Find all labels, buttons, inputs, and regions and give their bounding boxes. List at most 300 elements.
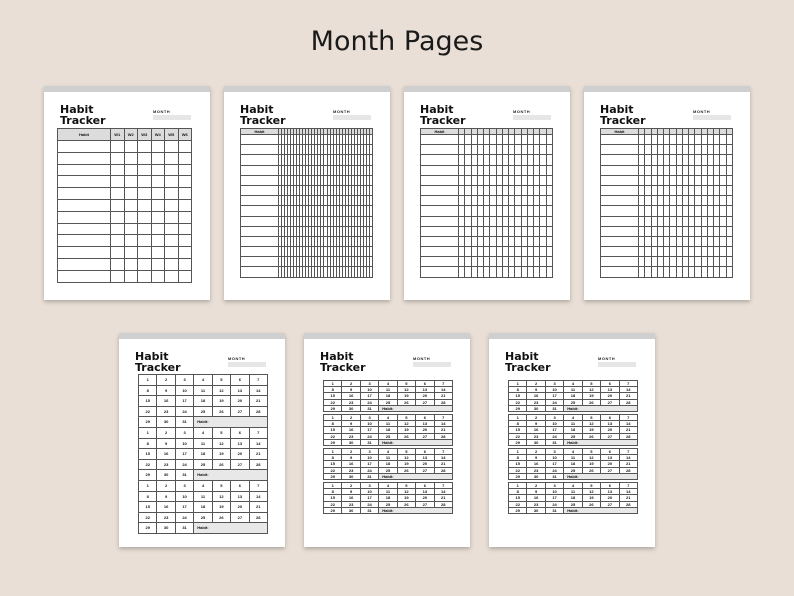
day-cell[interactable]: 28 (619, 433, 637, 439)
day-cell[interactable]: 25 (379, 467, 397, 473)
tracker-cell[interactable] (111, 270, 125, 282)
day-cell[interactable]: 14 (619, 387, 637, 393)
tracker-cell[interactable] (726, 247, 732, 257)
tracker-cell[interactable] (421, 145, 459, 155)
day-cell[interactable]: 29 (509, 439, 527, 445)
tracker-cell[interactable] (165, 235, 179, 247)
day-cell[interactable]: 17 (360, 427, 378, 433)
day-cell[interactable]: 10 (545, 387, 563, 393)
day-cell[interactable]: 24 (360, 501, 378, 507)
tracker-cell[interactable] (151, 247, 165, 259)
day-cell[interactable]: 12 (212, 491, 230, 502)
tracker-cell[interactable] (241, 175, 279, 185)
day-cell[interactable]: 23 (527, 501, 545, 507)
tracker-cell[interactable] (124, 152, 138, 164)
day-cell[interactable]: 5 (397, 381, 415, 387)
day-cell[interactable]: 24 (545, 467, 563, 473)
tracker-cell[interactable] (138, 164, 152, 176)
day-cell[interactable]: 15 (324, 427, 342, 433)
habit-name-cell[interactable]: Habit: (194, 417, 268, 428)
day-cell[interactable]: 26 (212, 512, 230, 523)
day-cell[interactable]: 2 (527, 381, 545, 387)
day-cell[interactable]: 19 (397, 393, 415, 399)
tracker-cell[interactable] (421, 135, 459, 145)
tracker-cell[interactable] (241, 185, 279, 195)
day-cell[interactable]: 31 (360, 473, 378, 479)
day-cell[interactable]: 10 (360, 421, 378, 427)
tracker-cell[interactable] (369, 226, 372, 236)
tracker-cell[interactable] (601, 267, 639, 277)
day-cell[interactable]: 7 (619, 415, 637, 421)
day-cell[interactable]: 11 (194, 385, 212, 396)
day-cell[interactable]: 12 (582, 455, 600, 461)
tracker-cell[interactable] (421, 267, 459, 277)
day-cell[interactable]: 4 (564, 415, 582, 421)
tracker-cell[interactable] (421, 247, 459, 257)
day-cell[interactable]: 31 (545, 439, 563, 445)
day-cell[interactable]: 25 (564, 467, 582, 473)
day-cell[interactable]: 30 (342, 473, 360, 479)
day-cell[interactable]: 19 (397, 495, 415, 501)
day-cell[interactable]: 24 (175, 406, 193, 417)
day-cell[interactable]: 11 (564, 455, 582, 461)
tracker-cell[interactable] (421, 216, 459, 226)
month-field[interactable] (693, 115, 731, 120)
day-cell[interactable]: 22 (324, 433, 342, 439)
tracker-cell[interactable] (178, 258, 192, 270)
tracker-cell[interactable] (165, 199, 179, 211)
day-cell[interactable]: 4 (564, 483, 582, 489)
day-cell[interactable]: 21 (249, 396, 267, 407)
day-cell[interactable]: 9 (527, 489, 545, 495)
day-cell[interactable]: 25 (194, 406, 212, 417)
day-cell[interactable]: 4 (379, 381, 397, 387)
tracker-cell[interactable] (178, 152, 192, 164)
tracker-cell[interactable] (369, 155, 372, 165)
day-cell[interactable]: 26 (397, 501, 415, 507)
day-cell[interactable]: 16 (527, 461, 545, 467)
tracker-cell[interactable] (138, 235, 152, 247)
tracker-cell[interactable] (369, 257, 372, 267)
tracker-cell[interactable] (178, 211, 192, 223)
day-cell[interactable]: 18 (564, 495, 582, 501)
tracker-cell[interactable] (151, 176, 165, 188)
tracker-cell[interactable] (58, 164, 111, 176)
day-cell[interactable]: 28 (619, 501, 637, 507)
day-cell[interactable]: 1 (509, 483, 527, 489)
tracker-cell[interactable] (124, 199, 138, 211)
day-cell[interactable]: 25 (379, 399, 397, 405)
day-cell[interactable]: 28 (249, 512, 267, 523)
tracker-cell[interactable] (726, 236, 732, 246)
day-cell[interactable]: 26 (212, 406, 230, 417)
tracker-cell[interactable] (58, 211, 111, 223)
tracker-cell[interactable] (421, 155, 459, 165)
day-cell[interactable]: 26 (582, 467, 600, 473)
day-cell[interactable]: 10 (360, 455, 378, 461)
tracker-cell[interactable] (241, 155, 279, 165)
day-cell[interactable]: 25 (379, 433, 397, 439)
tracker-cell[interactable] (138, 211, 152, 223)
tracker-cell[interactable] (138, 258, 152, 270)
tracker-cell[interactable] (369, 236, 372, 246)
day-cell[interactable]: 8 (324, 387, 342, 393)
day-cell[interactable]: 1 (324, 449, 342, 455)
day-cell[interactable]: 29 (509, 405, 527, 411)
day-cell[interactable]: 30 (527, 405, 545, 411)
tracker-cell[interactable] (726, 175, 732, 185)
day-cell[interactable]: 5 (582, 449, 600, 455)
day-cell[interactable]: 24 (545, 501, 563, 507)
tracker-cell[interactable] (165, 211, 179, 223)
day-cell[interactable]: 26 (397, 399, 415, 405)
day-cell[interactable]: 24 (545, 433, 563, 439)
tracker-cell[interactable] (111, 199, 125, 211)
day-cell[interactable]: 22 (509, 433, 527, 439)
day-cell[interactable]: 20 (416, 393, 434, 399)
day-cell[interactable]: 15 (509, 427, 527, 433)
day-cell[interactable]: 14 (249, 491, 267, 502)
habit-name-cell[interactable]: Habit: (379, 507, 453, 513)
tracker-cell[interactable] (138, 152, 152, 164)
day-cell[interactable]: 18 (564, 427, 582, 433)
day-cell[interactable]: 20 (601, 393, 619, 399)
day-cell[interactable]: 4 (194, 481, 212, 492)
tracker-cell[interactable] (124, 188, 138, 200)
day-cell[interactable]: 9 (157, 491, 175, 502)
day-cell[interactable]: 30 (527, 507, 545, 513)
day-cell[interactable]: 27 (601, 501, 619, 507)
day-cell[interactable]: 23 (157, 512, 175, 523)
tracker-cell[interactable] (151, 211, 165, 223)
day-cell[interactable]: 23 (342, 501, 360, 507)
day-cell[interactable]: 9 (342, 387, 360, 393)
day-cell[interactable]: 4 (379, 415, 397, 421)
day-cell[interactable]: 28 (249, 459, 267, 470)
day-cell[interactable]: 18 (379, 495, 397, 501)
tracker-cell[interactable] (124, 270, 138, 282)
tracker-cell[interactable] (726, 216, 732, 226)
day-cell[interactable]: 6 (231, 428, 249, 439)
day-cell[interactable]: 12 (582, 421, 600, 427)
day-cell[interactable]: 15 (324, 461, 342, 467)
day-cell[interactable]: 29 (324, 405, 342, 411)
day-cell[interactable]: 14 (434, 455, 452, 461)
day-cell[interactable]: 19 (582, 393, 600, 399)
day-cell[interactable]: 16 (342, 495, 360, 501)
day-cell[interactable]: 11 (194, 491, 212, 502)
tracker-cell[interactable] (421, 175, 459, 185)
day-cell[interactable]: 20 (231, 396, 249, 407)
day-cell[interactable]: 12 (397, 489, 415, 495)
day-cell[interactable]: 28 (619, 399, 637, 405)
day-cell[interactable]: 9 (527, 455, 545, 461)
day-cell[interactable]: 2 (342, 381, 360, 387)
day-cell[interactable]: 22 (509, 399, 527, 405)
day-cell[interactable]: 29 (509, 473, 527, 479)
day-cell[interactable]: 7 (249, 481, 267, 492)
day-cell[interactable]: 4 (379, 483, 397, 489)
day-cell[interactable]: 9 (342, 455, 360, 461)
day-cell[interactable]: 11 (379, 387, 397, 393)
day-cell[interactable]: 3 (545, 381, 563, 387)
day-cell[interactable]: 6 (231, 481, 249, 492)
day-cell[interactable]: 12 (212, 385, 230, 396)
day-cell[interactable]: 18 (379, 393, 397, 399)
day-cell[interactable]: 27 (601, 433, 619, 439)
day-cell[interactable]: 3 (360, 449, 378, 455)
tracker-cell[interactable] (601, 247, 639, 257)
day-cell[interactable]: 7 (619, 483, 637, 489)
day-cell[interactable]: 30 (342, 405, 360, 411)
tracker-cell[interactable] (241, 165, 279, 175)
day-cell[interactable]: 26 (582, 399, 600, 405)
habit-name-cell[interactable]: Habit: (194, 523, 268, 534)
tracker-cell[interactable] (165, 270, 179, 282)
day-cell[interactable]: 15 (139, 502, 157, 513)
day-cell[interactable]: 2 (342, 449, 360, 455)
day-cell[interactable]: 5 (397, 415, 415, 421)
tracker-cell[interactable] (241, 145, 279, 155)
day-cell[interactable]: 3 (360, 415, 378, 421)
month-field[interactable] (153, 115, 191, 120)
day-cell[interactable]: 18 (564, 461, 582, 467)
day-cell[interactable]: 15 (509, 393, 527, 399)
day-cell[interactable]: 26 (397, 467, 415, 473)
month-field[interactable] (598, 362, 636, 367)
day-cell[interactable]: 13 (416, 455, 434, 461)
day-cell[interactable]: 5 (397, 449, 415, 455)
day-cell[interactable]: 13 (416, 489, 434, 495)
day-cell[interactable]: 29 (324, 439, 342, 445)
tracker-cell[interactable] (124, 164, 138, 176)
tracker-cell[interactable] (58, 188, 111, 200)
day-cell[interactable]: 10 (545, 455, 563, 461)
day-cell[interactable]: 29 (324, 507, 342, 513)
day-cell[interactable]: 4 (564, 449, 582, 455)
tracker-cell[interactable] (546, 185, 552, 195)
day-cell[interactable]: 19 (397, 427, 415, 433)
tracker-cell[interactable] (546, 226, 552, 236)
day-cell[interactable]: 8 (509, 421, 527, 427)
day-cell[interactable]: 11 (379, 489, 397, 495)
tracker-cell[interactable] (546, 145, 552, 155)
day-cell[interactable]: 18 (194, 396, 212, 407)
day-cell[interactable]: 7 (434, 483, 452, 489)
tracker-cell[interactable] (421, 226, 459, 236)
day-cell[interactable]: 12 (397, 421, 415, 427)
day-cell[interactable]: 23 (157, 406, 175, 417)
day-cell[interactable]: 4 (194, 428, 212, 439)
day-cell[interactable]: 17 (545, 461, 563, 467)
tracker-cell[interactable] (241, 206, 279, 216)
habit-name-cell[interactable]: Habit: (379, 405, 453, 411)
day-cell[interactable]: 17 (360, 393, 378, 399)
tracker-cell[interactable] (241, 196, 279, 206)
tracker-cell[interactable] (601, 196, 639, 206)
habit-name-cell[interactable]: Habit: (379, 473, 453, 479)
day-cell[interactable]: 28 (249, 406, 267, 417)
day-cell[interactable]: 15 (324, 495, 342, 501)
day-cell[interactable]: 26 (212, 459, 230, 470)
day-cell[interactable]: 19 (582, 427, 600, 433)
tracker-cell[interactable] (369, 247, 372, 257)
tracker-cell[interactable] (726, 196, 732, 206)
tracker-cell[interactable] (726, 185, 732, 195)
day-cell[interactable]: 13 (416, 387, 434, 393)
day-cell[interactable]: 31 (360, 507, 378, 513)
day-cell[interactable]: 2 (342, 415, 360, 421)
tracker-cell[interactable] (124, 176, 138, 188)
day-cell[interactable]: 20 (416, 495, 434, 501)
day-cell[interactable]: 16 (527, 393, 545, 399)
day-cell[interactable]: 17 (545, 427, 563, 433)
day-cell[interactable]: 2 (342, 483, 360, 489)
day-cell[interactable]: 30 (157, 523, 175, 534)
month-field[interactable] (413, 362, 451, 367)
day-cell[interactable]: 16 (157, 449, 175, 460)
day-cell[interactable]: 22 (139, 512, 157, 523)
day-cell[interactable]: 17 (175, 502, 193, 513)
day-cell[interactable]: 21 (434, 461, 452, 467)
day-cell[interactable]: 8 (139, 438, 157, 449)
day-cell[interactable]: 18 (194, 502, 212, 513)
day-cell[interactable]: 23 (527, 433, 545, 439)
day-cell[interactable]: 3 (545, 415, 563, 421)
day-cell[interactable]: 27 (601, 399, 619, 405)
day-cell[interactable]: 19 (212, 396, 230, 407)
day-cell[interactable]: 10 (545, 421, 563, 427)
day-cell[interactable]: 28 (619, 467, 637, 473)
day-cell[interactable]: 27 (416, 399, 434, 405)
day-cell[interactable]: 27 (231, 459, 249, 470)
day-cell[interactable]: 9 (157, 385, 175, 396)
day-cell[interactable]: 7 (434, 449, 452, 455)
day-cell[interactable]: 22 (324, 467, 342, 473)
day-cell[interactable]: 10 (175, 385, 193, 396)
tracker-cell[interactable] (111, 141, 125, 153)
day-cell[interactable]: 19 (397, 461, 415, 467)
day-cell[interactable]: 2 (157, 481, 175, 492)
day-cell[interactable]: 22 (324, 501, 342, 507)
day-cell[interactable]: 14 (434, 421, 452, 427)
tracker-cell[interactable] (151, 235, 165, 247)
tracker-cell[interactable] (151, 270, 165, 282)
day-cell[interactable]: 25 (194, 512, 212, 523)
day-cell[interactable]: 30 (527, 473, 545, 479)
tracker-cell[interactable] (111, 176, 125, 188)
day-cell[interactable]: 13 (601, 455, 619, 461)
day-cell[interactable]: 5 (582, 415, 600, 421)
tracker-cell[interactable] (369, 216, 372, 226)
tracker-cell[interactable] (151, 199, 165, 211)
tracker-cell[interactable] (726, 226, 732, 236)
day-cell[interactable]: 8 (324, 421, 342, 427)
day-cell[interactable]: 21 (619, 495, 637, 501)
day-cell[interactable]: 1 (139, 375, 157, 386)
tracker-cell[interactable] (369, 135, 372, 145)
day-cell[interactable]: 25 (564, 501, 582, 507)
tracker-cell[interactable] (151, 223, 165, 235)
day-cell[interactable]: 31 (175, 523, 193, 534)
tracker-cell[interactable] (546, 155, 552, 165)
tracker-cell[interactable] (151, 164, 165, 176)
day-cell[interactable]: 23 (527, 399, 545, 405)
day-cell[interactable]: 5 (582, 381, 600, 387)
day-cell[interactable]: 24 (175, 512, 193, 523)
tracker-cell[interactable] (111, 223, 125, 235)
day-cell[interactable]: 21 (619, 393, 637, 399)
day-cell[interactable]: 14 (434, 489, 452, 495)
tracker-cell[interactable] (111, 235, 125, 247)
day-cell[interactable]: 6 (416, 483, 434, 489)
day-cell[interactable]: 7 (249, 375, 267, 386)
tracker-cell[interactable] (138, 223, 152, 235)
tracker-cell[interactable] (138, 176, 152, 188)
tracker-cell[interactable] (546, 165, 552, 175)
tracker-cell[interactable] (111, 164, 125, 176)
tracker-cell[interactable] (369, 185, 372, 195)
tracker-cell[interactable] (58, 235, 111, 247)
day-cell[interactable]: 9 (342, 421, 360, 427)
day-cell[interactable]: 15 (509, 495, 527, 501)
day-cell[interactable]: 5 (397, 483, 415, 489)
day-cell[interactable]: 13 (601, 489, 619, 495)
tracker-cell[interactable] (165, 176, 179, 188)
tracker-cell[interactable] (58, 176, 111, 188)
day-cell[interactable]: 10 (545, 489, 563, 495)
tracker-cell[interactable] (124, 235, 138, 247)
day-cell[interactable]: 29 (139, 417, 157, 428)
day-cell[interactable]: 17 (175, 396, 193, 407)
month-field[interactable] (228, 362, 266, 367)
tracker-cell[interactable] (178, 141, 192, 153)
day-cell[interactable]: 13 (231, 385, 249, 396)
day-cell[interactable]: 9 (342, 489, 360, 495)
day-cell[interactable]: 24 (175, 459, 193, 470)
tracker-cell[interactable] (546, 206, 552, 216)
day-cell[interactable]: 27 (601, 467, 619, 473)
day-cell[interactable]: 1 (139, 428, 157, 439)
tracker-cell[interactable] (369, 267, 372, 277)
tracker-cell[interactable] (178, 270, 192, 282)
tracker-cell[interactable] (421, 257, 459, 267)
tracker-cell[interactable] (58, 258, 111, 270)
day-cell[interactable]: 31 (175, 470, 193, 481)
tracker-cell[interactable] (111, 247, 125, 259)
day-cell[interactable]: 12 (397, 387, 415, 393)
day-cell[interactable]: 11 (564, 421, 582, 427)
day-cell[interactable]: 27 (416, 433, 434, 439)
day-cell[interactable]: 3 (360, 381, 378, 387)
day-cell[interactable]: 6 (231, 375, 249, 386)
day-cell[interactable]: 2 (157, 375, 175, 386)
day-cell[interactable]: 21 (249, 502, 267, 513)
day-cell[interactable]: 10 (360, 489, 378, 495)
tracker-cell[interactable] (138, 199, 152, 211)
tracker-cell[interactable] (178, 223, 192, 235)
habit-name-cell[interactable]: Habit: (564, 507, 638, 513)
day-cell[interactable]: 22 (324, 399, 342, 405)
day-cell[interactable]: 7 (619, 449, 637, 455)
tracker-cell[interactable] (58, 199, 111, 211)
day-cell[interactable]: 8 (324, 489, 342, 495)
day-cell[interactable]: 2 (527, 449, 545, 455)
tracker-cell[interactable] (546, 236, 552, 246)
tracker-cell[interactable] (726, 257, 732, 267)
day-cell[interactable]: 1 (509, 415, 527, 421)
day-cell[interactable]: 22 (139, 459, 157, 470)
